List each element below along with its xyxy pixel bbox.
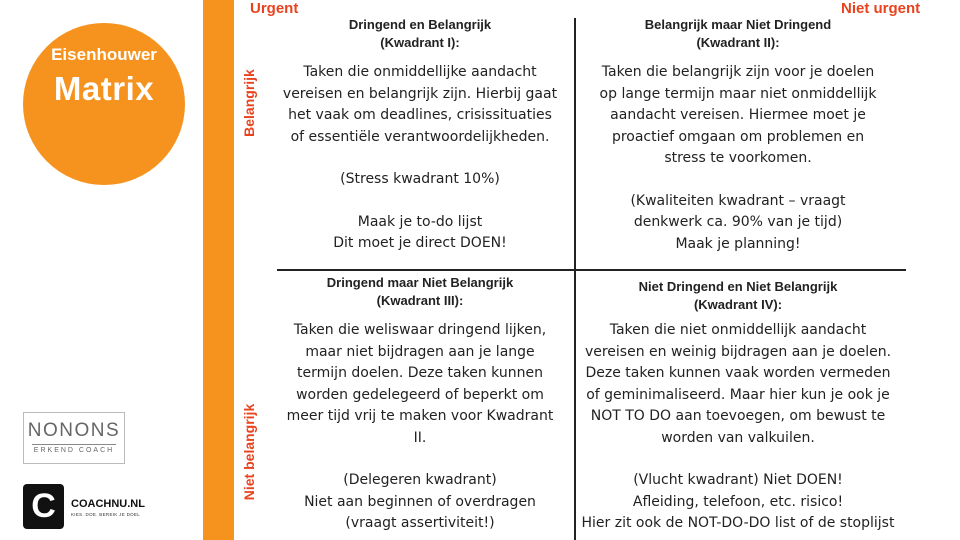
- quadrant-4-title: [580, 278, 896, 314]
- axis-label-important: Belangrijk: [241, 69, 257, 137]
- quadrant-1-note: [262, 169, 578, 191]
- q2-desc-line: op lange termijn maar niet onmiddellijk: [599, 85, 877, 102]
- q1-action-line: Dit moet je direct DOEN!: [333, 235, 507, 251]
- q1-action-line: Maak je to-do lijst: [357, 213, 483, 230]
- nonons-name: NONONS: [27, 420, 121, 441]
- quadrant-4-action: [580, 492, 896, 535]
- quadrant-2-title-line: Belangrijk maar Niet Dringend: [644, 17, 832, 32]
- coachnu-tagline: KIES. DOE. BEREIK JE DOEL: [71, 512, 141, 517]
- quadrant-1-subtitle-line: (Kwadrant I):: [380, 35, 460, 50]
- quadrant-1-action: [262, 212, 578, 255]
- axis-label-urgent: Urgent: [250, 0, 299, 17]
- q3-desc-line: meer tijd vrij te maken voor Kwadrant: [286, 408, 554, 424]
- quadrant-1: [262, 16, 578, 255]
- quadrant-2-description: [580, 62, 896, 170]
- quadrant-1-title: [262, 16, 578, 52]
- q3-desc-line: maar niet bijdragen aan je lange: [305, 343, 535, 360]
- quadrant-4-subtitle-line: (Kwadrant IV):: [693, 297, 783, 312]
- badge-subtitle: Eisenhouwer: [51, 45, 157, 64]
- quadrant-1-title-line: Dringend en Belangrijk: [348, 17, 492, 32]
- q2-action-line: Maak je planning!: [675, 235, 801, 252]
- axis-label-not-important: Niet belangrijk: [241, 403, 257, 501]
- coachnu-c-icon: C: [23, 484, 64, 529]
- quadrant-2-note: [580, 191, 896, 234]
- q3-desc-line: Taken die weliswaar dringend lijken,: [293, 322, 547, 338]
- q4-desc-line: NOT TO DO aan toevoegen, om bewust te: [590, 408, 886, 424]
- quadrant-3-description: [262, 320, 578, 449]
- quadrant-3: [262, 274, 578, 535]
- q2-note-line: denkwerk ca. 90% van je tijd): [633, 214, 843, 230]
- quadrant-4: [580, 278, 896, 535]
- quadrant-2-subtitle-line: (Kwadrant II):: [696, 35, 780, 50]
- quadrant-3-title: [262, 274, 578, 310]
- coachnu-logo: [23, 484, 163, 529]
- quadrant-3-subtitle-line: (Kwadrant III):: [376, 293, 464, 308]
- axis-label-not-urgent: Niet urgent: [841, 0, 921, 17]
- nonons-subtitle: ERKEND COACH: [33, 447, 115, 454]
- nonons-logo: [23, 412, 125, 464]
- q4-desc-line: Deze taken kunnen vaak worden vermeden: [585, 365, 891, 381]
- q3-action-line: Niet aan beginnen of overdragen: [304, 493, 536, 510]
- quadrant-3-action: [262, 492, 578, 535]
- quadrant-3-note: [262, 470, 578, 492]
- quadrant-2-action: [580, 234, 896, 256]
- quadrant-4-description: [580, 320, 896, 449]
- q3-desc-line: II.: [413, 429, 427, 446]
- coachnu-name: COACHNU.NL: [71, 498, 145, 510]
- q4-action-line: Afleiding, telefoon, etc. risico!: [632, 493, 844, 510]
- q1-desc-line: het vaak om deadlines, crisissituaties: [288, 107, 552, 123]
- q4-desc-line: of geminimaliseerd. Maar hier kun je ook je: [586, 386, 890, 403]
- q4-note-line: (Vlucht kwadrant) Niet DOEN!: [633, 472, 843, 488]
- q4-action-line: Hier zit ook de NOT-DO-DO list of de stoplijst: [581, 515, 895, 531]
- q2-desc-line: stress te voorkomen.: [664, 150, 812, 166]
- eisenhouwer-matrix-badge: [23, 23, 185, 185]
- q1-desc-line: of essentiële verantwoordelijkheden.: [290, 128, 550, 145]
- nonons-divider: [32, 444, 116, 445]
- q4-desc-line: worden van valkuilen.: [661, 429, 815, 446]
- quadrant-2-title: [580, 16, 896, 52]
- q1-note-line: (Stress kwadrant 10%): [340, 171, 500, 187]
- q1-desc-line: vereisen en belangrijk zijn. Hierbij gaat: [282, 85, 558, 102]
- badge-title: Matrix: [53, 70, 155, 107]
- quadrant-4-title-line: Niet Dringend en Niet Belangrijk: [638, 279, 838, 294]
- quadrant-2: [580, 16, 896, 255]
- quadrant-1-description: [262, 62, 578, 148]
- q3-desc-line: termijn doelen. Deze taken kunnen: [297, 365, 543, 381]
- quadrant-3-title-line: Dringend maar Niet Belangrijk: [326, 275, 514, 290]
- q2-desc-line: Taken die belangrijk zijn voor je doelen: [601, 64, 875, 80]
- quadrant-4-note: [580, 470, 896, 492]
- q2-desc-line: proactief omgaan om problemen en: [611, 128, 865, 145]
- q3-note-line: (Delegeren kwadrant): [343, 472, 497, 488]
- q4-desc-line: Taken die niet onmiddellijk aandacht: [609, 322, 867, 338]
- q4-desc-line: vereisen en weinig bijdragen aan je doelen.: [584, 343, 892, 360]
- orange-divider-bar: [203, 0, 234, 540]
- q3-desc-line: worden gedelegeerd of beperkt om: [296, 386, 544, 403]
- q2-note-line: (Kwaliteiten kwadrant – vraagt: [630, 192, 846, 209]
- q2-desc-line: aandacht vereisen. Hiermee moet je: [610, 107, 866, 123]
- matrix-horizontal-divider: [277, 269, 906, 271]
- q3-action-line: (vraagt assertiviteit!): [345, 515, 495, 531]
- q1-desc-line: Taken die onmiddellijke aandacht: [303, 64, 537, 80]
